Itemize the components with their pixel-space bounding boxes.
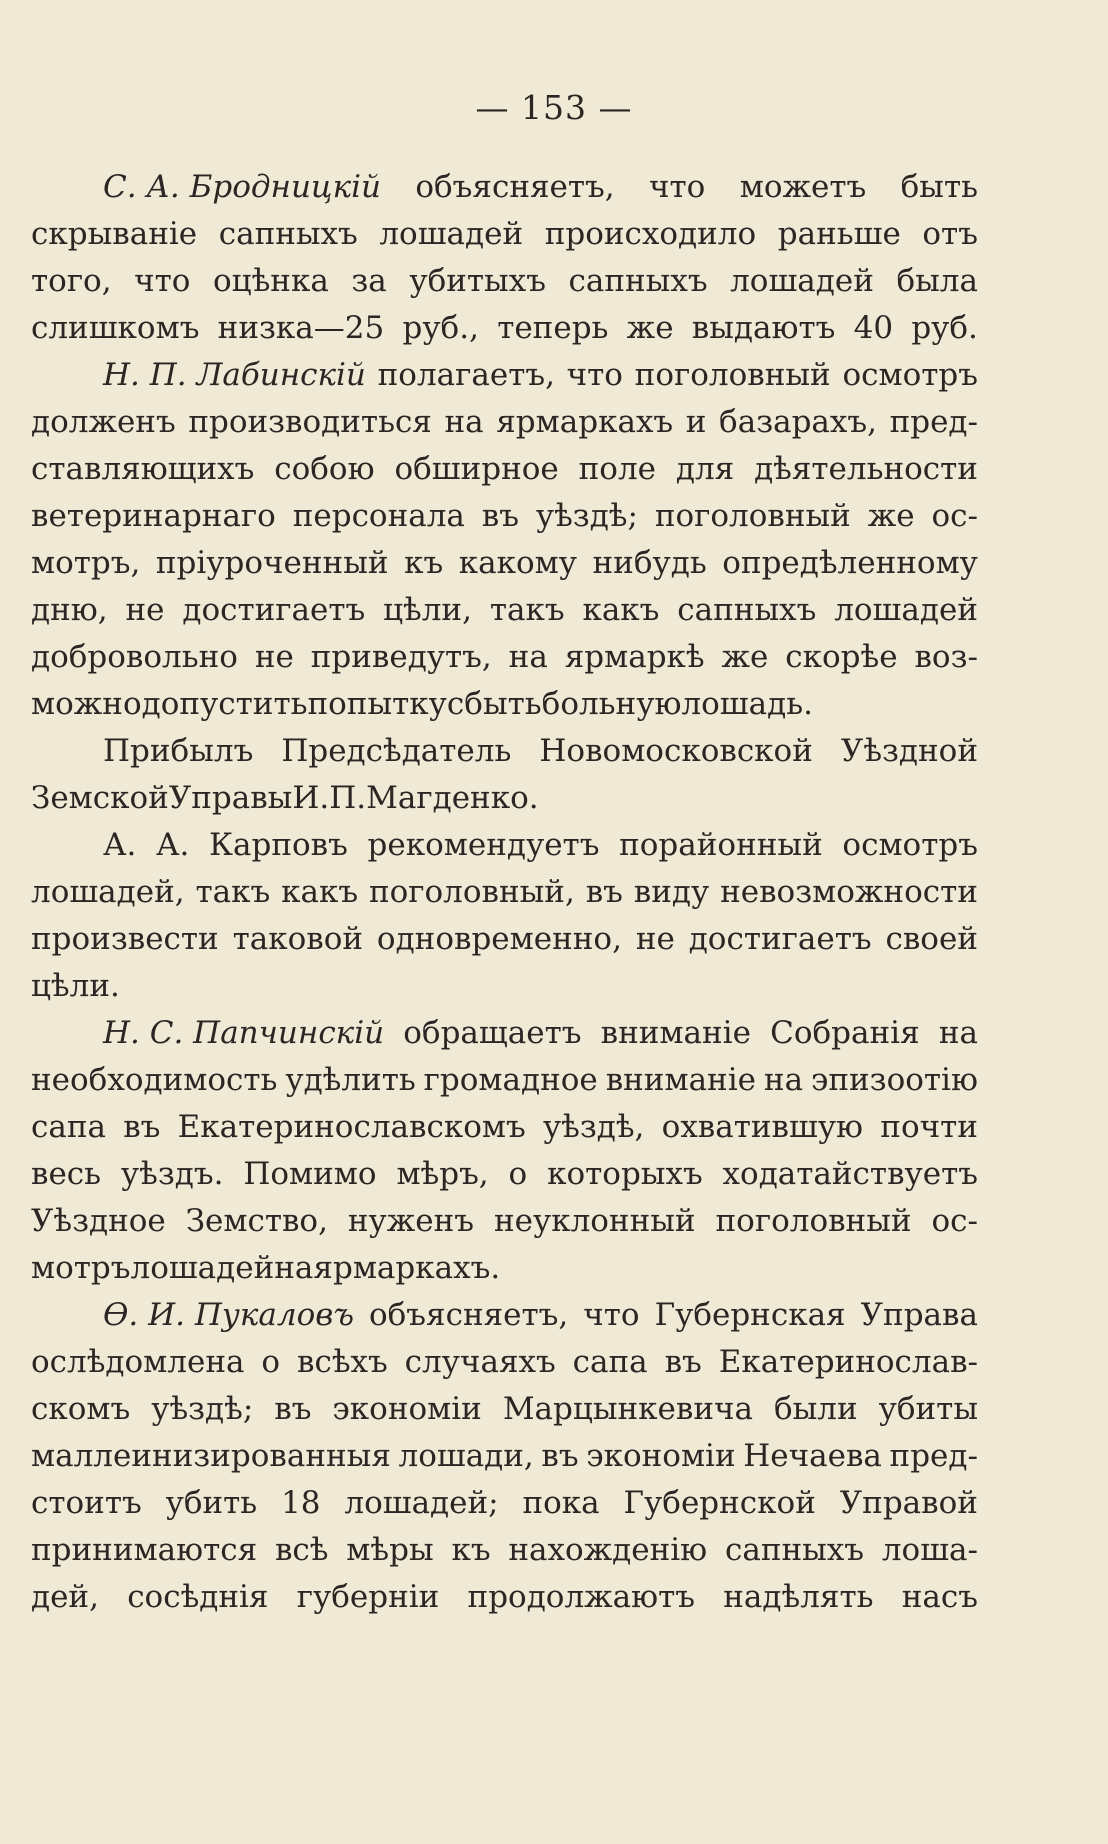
text-line xyxy=(31,1010,978,1057)
word: лошадей, xyxy=(31,874,185,910)
word: не xyxy=(254,639,294,675)
word: осмотръ xyxy=(842,827,978,863)
word: цѣли. xyxy=(31,968,120,1004)
word: вниманіе xyxy=(600,1015,751,1051)
word: Екатеринославскомъ xyxy=(177,1109,526,1145)
word: собою xyxy=(274,451,375,487)
text-line xyxy=(31,1057,978,1104)
word: поголовный xyxy=(654,498,851,534)
word: эпизоотію xyxy=(810,1062,978,1098)
word: уѣздѣ; xyxy=(535,498,638,534)
text-line xyxy=(31,399,978,446)
word: Управой xyxy=(839,1485,978,1521)
word: воз- xyxy=(914,639,978,675)
text-line xyxy=(31,1198,978,1245)
text-line xyxy=(31,1292,978,1339)
word: удѣлить xyxy=(285,1062,416,1098)
word: уѣздъ. xyxy=(120,1156,224,1192)
word: уѣздѣ, xyxy=(542,1109,645,1145)
word: обширное xyxy=(394,451,559,487)
text-line xyxy=(31,305,978,352)
word: Предсѣдатель xyxy=(281,733,512,769)
word: Новомосковской xyxy=(539,733,813,769)
word: для xyxy=(675,451,735,487)
text-line xyxy=(31,1574,978,1621)
word: въ xyxy=(585,874,623,910)
word: допустить xyxy=(141,686,308,722)
word: мотръ xyxy=(31,1250,131,1286)
word: ос- xyxy=(931,498,978,534)
word: А. xyxy=(103,827,137,863)
text-line xyxy=(31,1104,978,1151)
word: цѣли, xyxy=(383,592,472,628)
word: произвести xyxy=(31,921,219,957)
word: невозможности xyxy=(720,874,978,910)
word: ветеринарнаго xyxy=(31,498,276,534)
word: производиться xyxy=(188,404,432,440)
text-line xyxy=(31,1386,978,1433)
word: поле xyxy=(578,451,656,487)
word: всѣ xyxy=(274,1532,329,1568)
word: Собранія xyxy=(770,1015,920,1051)
word: дѣятельности xyxy=(754,451,978,487)
word: неуклонный xyxy=(493,1203,696,1239)
word: стоитъ xyxy=(31,1485,142,1521)
word: происходило xyxy=(544,216,757,252)
word: поголовный, xyxy=(368,874,575,910)
word: въ xyxy=(123,1109,161,1145)
word: достигаетъ xyxy=(182,592,366,628)
word: Земство, xyxy=(185,1203,328,1239)
word: какъ xyxy=(281,874,359,910)
word: 40 xyxy=(853,310,894,346)
word: и xyxy=(685,404,707,440)
word: лошадей xyxy=(379,216,524,252)
word: ставляющихъ xyxy=(31,451,255,487)
word: уѣздѣ; xyxy=(151,1391,254,1427)
word: почти xyxy=(880,1109,978,1145)
word: добровольно xyxy=(31,639,238,675)
word: пред- xyxy=(889,404,978,440)
word: лошадей; xyxy=(344,1485,499,1521)
word: лошадей xyxy=(730,263,874,299)
word: Уѣздное xyxy=(31,1203,166,1239)
word: лошадей xyxy=(834,592,978,628)
word: скорѣе xyxy=(785,639,898,675)
word: поголовный xyxy=(634,357,831,393)
word: которыхъ xyxy=(547,1156,703,1192)
word: таковой xyxy=(232,921,364,957)
word: же xyxy=(721,639,769,675)
text-line xyxy=(31,493,978,540)
word: Прибылъ xyxy=(103,733,254,769)
text-line xyxy=(31,728,978,775)
text-line xyxy=(31,587,978,634)
word: полагаетъ, xyxy=(377,357,555,393)
word: Губернской xyxy=(623,1485,816,1521)
word: руб. xyxy=(911,310,978,346)
word: экономіи xyxy=(332,1391,482,1427)
word: лошадей xyxy=(130,1250,275,1286)
word: одновременно, xyxy=(376,921,622,957)
word: Марцынкевича xyxy=(502,1391,753,1427)
word: въ xyxy=(481,498,519,534)
word: осмотръ xyxy=(842,357,978,393)
word: вниманіе xyxy=(605,1062,756,1098)
page-number: — 153 — xyxy=(475,88,633,127)
text-line xyxy=(31,1339,978,1386)
text-line xyxy=(31,681,978,728)
word: на xyxy=(508,639,548,675)
word: обращаетъ xyxy=(403,1015,582,1051)
word: мѣры xyxy=(346,1532,434,1568)
word: такъ xyxy=(489,592,565,628)
word: порайонный xyxy=(619,827,823,863)
word: въ xyxy=(274,1391,312,1427)
word: же xyxy=(626,310,674,346)
text-line xyxy=(31,540,978,587)
word: сапа xyxy=(31,1109,106,1145)
word: громадное xyxy=(423,1062,598,1098)
speaker-name: Ѳ. И. Пукаловъ xyxy=(103,1297,354,1333)
word: принимаются xyxy=(31,1532,258,1568)
word: ярмаркахъ. xyxy=(313,1250,501,1286)
speaker-name: Н. П. Лабинскій xyxy=(103,357,366,393)
word: дей, xyxy=(31,1579,99,1615)
word: сапныхъ xyxy=(724,1532,865,1568)
word: о xyxy=(508,1156,528,1192)
word: Управы xyxy=(168,780,293,816)
word: экономіи xyxy=(586,1438,736,1474)
text-line xyxy=(31,1527,978,1574)
word: на xyxy=(444,404,484,440)
word: лошадь. xyxy=(681,686,813,722)
word: какому xyxy=(458,545,577,581)
word: 18 xyxy=(281,1485,321,1521)
word: на xyxy=(274,1250,314,1286)
word: Карповъ xyxy=(209,827,348,863)
text-line xyxy=(31,869,978,916)
word: Губернская xyxy=(654,1297,846,1333)
word: Помимо xyxy=(243,1156,377,1192)
word: убитыхъ xyxy=(409,263,546,299)
word: попытку xyxy=(307,686,447,722)
word: на xyxy=(938,1015,978,1051)
word: Нечаева xyxy=(743,1438,882,1474)
word: не xyxy=(125,592,165,628)
word: теперь xyxy=(497,310,609,346)
word: губерніи xyxy=(296,1579,440,1615)
word: какъ xyxy=(582,592,660,628)
text-line xyxy=(31,1433,978,1480)
word: больную xyxy=(541,686,682,722)
word: можно xyxy=(31,686,142,722)
word: пріуроченный xyxy=(155,545,389,581)
word: виду xyxy=(633,874,710,910)
word: ярмаркахъ xyxy=(496,404,674,440)
word: за xyxy=(351,263,387,299)
word: сапныхъ xyxy=(677,592,817,628)
word: случаяхъ xyxy=(404,1344,556,1380)
word: пока xyxy=(522,1485,600,1521)
text-line xyxy=(31,1151,978,1198)
word: убить xyxy=(165,1485,258,1521)
text-line xyxy=(31,775,978,822)
word: весь xyxy=(31,1156,102,1192)
word: базарахъ, xyxy=(719,404,877,440)
word: въ xyxy=(541,1438,579,1474)
word: что xyxy=(134,263,191,299)
word: мѣръ, xyxy=(396,1156,489,1192)
text-line xyxy=(31,822,978,869)
word: къ xyxy=(451,1532,491,1568)
word: нибудь xyxy=(592,545,707,581)
word: Екатеринослав- xyxy=(718,1344,978,1380)
word: сбыть xyxy=(446,686,542,722)
word: П. xyxy=(329,780,367,816)
speaker-name: Н. С. Папчинскій xyxy=(103,1015,385,1051)
word: убиты xyxy=(878,1391,978,1427)
word: насъ xyxy=(901,1579,978,1615)
text-line xyxy=(31,1480,978,1527)
word: была xyxy=(896,263,978,299)
word: слишкомъ xyxy=(31,310,200,346)
word: оцѣнка xyxy=(213,263,329,299)
word: раньше xyxy=(777,216,901,252)
word: Управа xyxy=(860,1297,978,1333)
word: приведутъ, xyxy=(310,639,492,675)
body-text xyxy=(31,164,978,1621)
word: необходимость xyxy=(31,1062,278,1098)
text-line xyxy=(31,446,978,493)
word: надѣлять xyxy=(723,1579,874,1615)
word: сапныхъ xyxy=(218,216,358,252)
word: маллеинизированныя xyxy=(31,1438,391,1474)
word: объясняетъ, xyxy=(368,1297,569,1333)
word: сосѣднія xyxy=(127,1579,269,1615)
text-line xyxy=(31,352,978,399)
word: можетъ xyxy=(739,169,867,205)
word: къ xyxy=(404,545,444,581)
text-line xyxy=(31,258,978,305)
word: на xyxy=(763,1062,804,1098)
word: отъ xyxy=(922,216,978,252)
word: ос- xyxy=(931,1203,978,1239)
word: всѣхъ xyxy=(297,1344,388,1380)
word: охватившую xyxy=(661,1109,864,1145)
word: Уѣздной xyxy=(840,733,978,769)
word: сапа xyxy=(572,1344,648,1380)
word: въ xyxy=(664,1344,702,1380)
word: персонала xyxy=(292,498,465,534)
text-line xyxy=(31,211,978,258)
word: выдаютъ xyxy=(691,310,836,346)
word: скрываніе xyxy=(31,216,198,252)
word: достигаетъ xyxy=(688,921,872,957)
word: И. xyxy=(292,780,330,816)
word: нахожденію xyxy=(508,1532,708,1568)
word: того, xyxy=(31,263,112,299)
word: продолжаютъ xyxy=(467,1579,696,1615)
word: лоша- xyxy=(881,1532,978,1568)
word: ходатайствуетъ xyxy=(722,1156,978,1192)
word: долженъ xyxy=(31,404,176,440)
word: низка—25 xyxy=(217,310,385,346)
word: А. xyxy=(156,827,190,863)
word: что xyxy=(649,169,706,205)
word: не xyxy=(635,921,675,957)
word: такъ xyxy=(195,874,271,910)
word: нуженъ xyxy=(347,1203,475,1239)
text-line xyxy=(31,963,978,1010)
word: дню, xyxy=(31,592,108,628)
word: мотръ, xyxy=(31,545,141,581)
word: руб., xyxy=(402,310,479,346)
word: о xyxy=(261,1344,281,1380)
word: лошади, xyxy=(398,1438,534,1474)
speaker-name: С. А. Бродницкій xyxy=(103,169,381,205)
text-line xyxy=(31,1245,978,1292)
word: ослѣдомлена xyxy=(31,1344,245,1380)
word: опредѣленному xyxy=(722,545,978,581)
word: что xyxy=(566,357,623,393)
word: объясняетъ, xyxy=(415,169,615,205)
word: быть xyxy=(900,169,978,205)
word: были xyxy=(773,1391,858,1427)
word: что xyxy=(583,1297,640,1333)
text-line xyxy=(31,634,978,681)
word: поголовный xyxy=(715,1203,912,1239)
word: ярмаркѣ xyxy=(564,639,705,675)
word: своей xyxy=(885,921,978,957)
word: же xyxy=(867,498,915,534)
word: скомъ xyxy=(31,1391,131,1427)
word: пред- xyxy=(889,1438,978,1474)
text-line xyxy=(31,164,978,211)
word: Магденко. xyxy=(366,780,539,816)
word: рекомендуетъ xyxy=(367,827,600,863)
word: Земской xyxy=(31,780,169,816)
text-line xyxy=(31,916,978,963)
word: сапныхъ xyxy=(568,263,708,299)
